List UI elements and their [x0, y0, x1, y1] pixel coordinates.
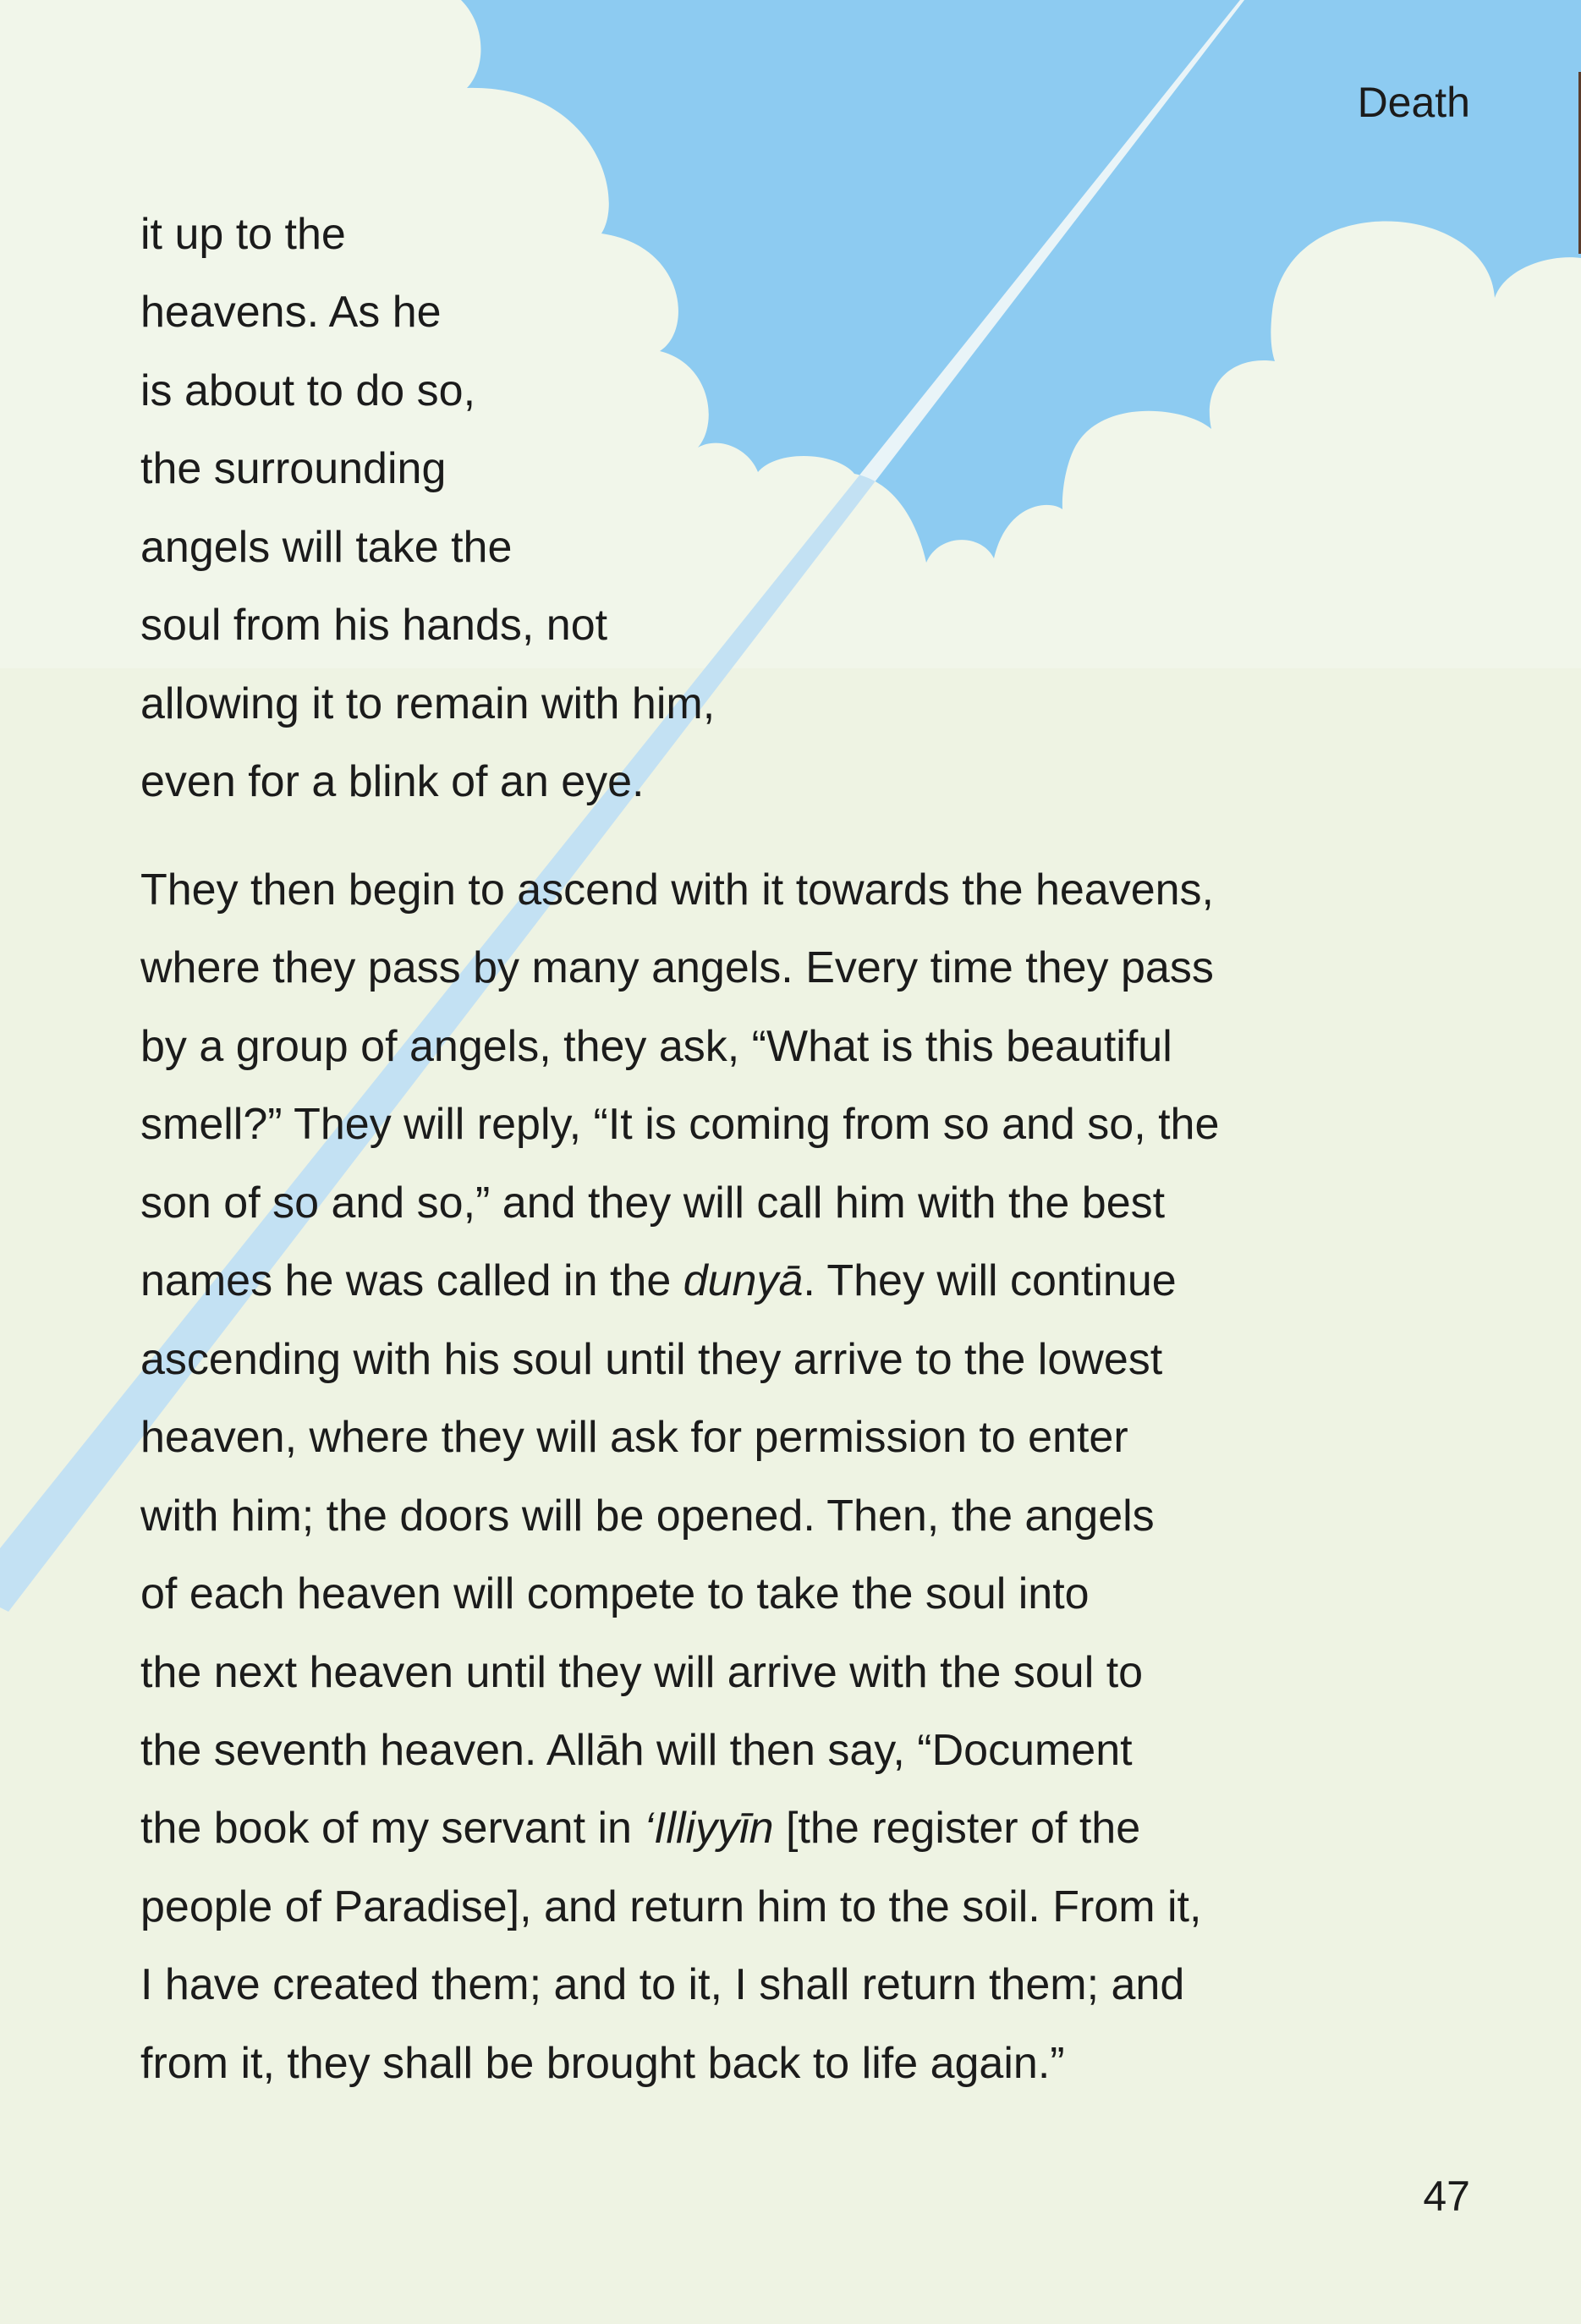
text-line: [140, 195, 715, 273]
text-segment: heavens. As he: [140, 288, 442, 338]
text-segment: the next heaven until they will arrive with the soul to: [140, 1647, 1144, 1697]
text-line: [140, 508, 715, 586]
text-line: [140, 851, 1219, 929]
text-segment: heaven, where they will ask for permission to enter: [140, 1413, 1128, 1463]
text-segment: of each heaven will compete to take the soul into: [140, 1569, 1090, 1619]
text-segment: it up to the: [140, 210, 346, 259]
text-line: [140, 929, 1219, 1007]
text-segment: is about to do so,: [140, 365, 476, 415]
text-segment: by a group of angels, they ask, “What is this beautiful: [140, 1021, 1172, 1071]
text-segment: from it, they shall be brought back to life again.”: [140, 2038, 1065, 2088]
text-segment: [the register of the: [773, 1804, 1141, 1854]
text-line: [140, 1321, 1219, 1398]
text-line: [140, 1555, 1219, 1633]
text-line: [140, 1242, 1219, 1320]
text-line: [140, 2025, 1219, 2102]
text-segment: . They will continue: [803, 1256, 1177, 1306]
text-line: [140, 1946, 1219, 2024]
text-segment: soul from his hands, not: [140, 601, 608, 651]
text-line: [140, 273, 715, 351]
text-segment: where they pass by many angels. Every time they pass: [140, 943, 1214, 993]
text-segment: angels will take the: [140, 522, 513, 572]
text-segment: allowing it to remain with him,: [140, 679, 716, 728]
text-segment: son of so and so,” and they will call him with the best: [140, 1178, 1166, 1228]
text-segment: ascending with his soul until they arrive to the lowest: [140, 1334, 1163, 1384]
text-segment: the surrounding: [140, 444, 447, 494]
text-line: [140, 1008, 1219, 1085]
text-line: [140, 1711, 1219, 1789]
text-line: [140, 430, 715, 508]
text-segment: They then begin to ascend with it towards the heavens,: [140, 865, 1214, 915]
text-line: [140, 743, 715, 821]
text-line: [140, 1789, 1219, 1867]
running-head: Death: [1357, 79, 1470, 126]
text-line: [140, 1085, 1219, 1163]
text-segment: smell?” They will reply, “It is coming from so and so, the: [140, 1100, 1220, 1150]
paragraph-1: [140, 195, 715, 821]
text-segment: with him; the doors will be opened. Then, the angels: [140, 1491, 1155, 1541]
text-line: [140, 352, 715, 430]
text-segment: the book of my servant in: [140, 1804, 645, 1854]
text-line: [140, 1477, 1219, 1555]
text-line: [140, 665, 715, 743]
text-segment: I have created them; and to it, I shall return them; and: [140, 1960, 1185, 2010]
text-line: [140, 1634, 1219, 1711]
italic-term: ‘Illiyyīn: [644, 1804, 774, 1854]
paragraph-2: [140, 851, 1219, 2102]
text-line: [140, 1398, 1219, 1476]
page-number: 47: [1423, 2173, 1470, 2220]
text-segment: names he was called in the: [140, 1256, 683, 1306]
text-line: [140, 586, 715, 664]
text-segment: even for a blink of an eye.: [140, 757, 645, 807]
text-segment: people of Paradise], and return him to the soil. From it,: [140, 1882, 1202, 1931]
text-segment: the seventh heaven. Allāh will then say, “Document: [140, 1725, 1133, 1775]
italic-term: dunyā: [683, 1256, 804, 1306]
text-line: [140, 1164, 1219, 1242]
text-line: [140, 1868, 1219, 1946]
